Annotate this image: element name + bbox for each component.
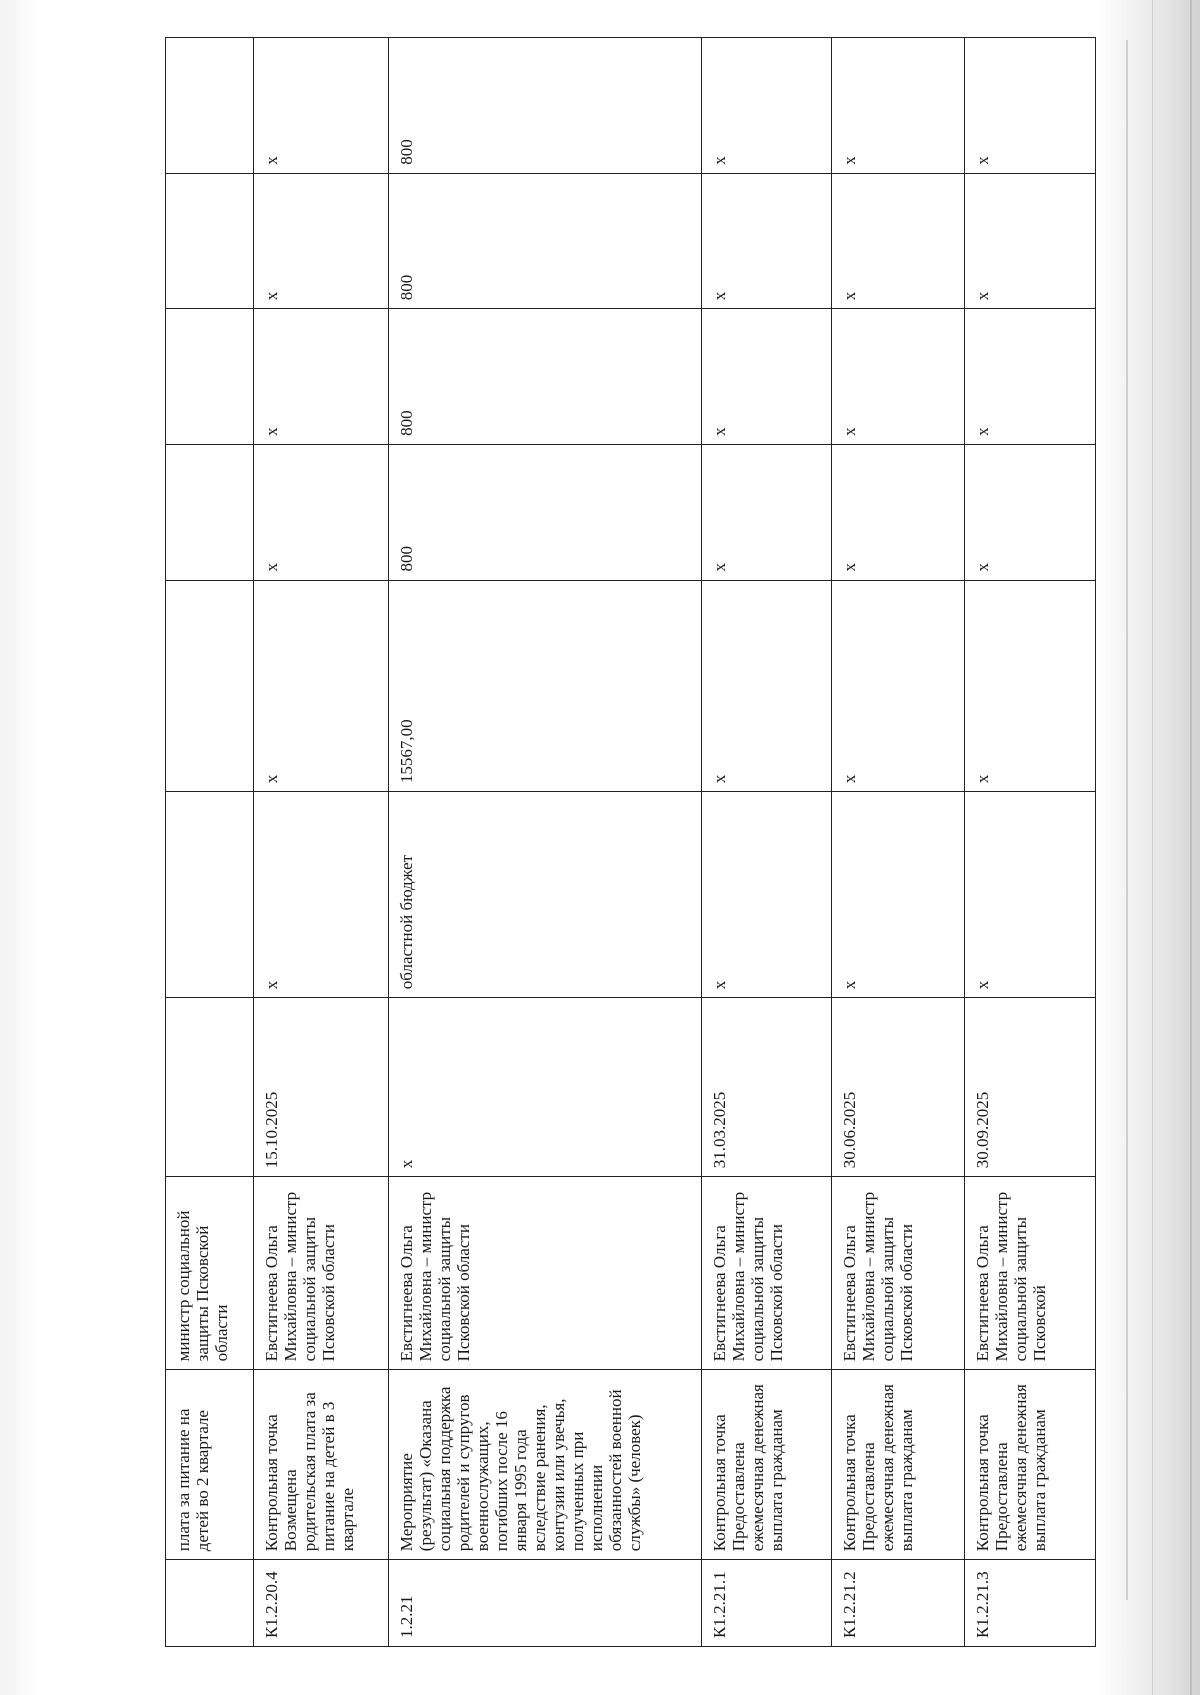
cell-q4: x: [965, 38, 1096, 174]
table-row: [832, 38, 965, 1647]
table-row: [965, 38, 1096, 1647]
cell-q4: [166, 38, 254, 174]
cell-name: Мероприятие (результат) «Оказана социальная поддержка родителей и супругов военнослужащих, погибших после 16 января 1995 года вследствие ранения, контузии или увечья, полученных при исполнении обязанностей военной службы» (человек): [389, 1370, 702, 1560]
cell-total: [166, 580, 254, 792]
cell-q3: x: [832, 173, 965, 309]
table-row: [702, 38, 832, 1647]
cell-q3: x: [254, 173, 389, 309]
cell-q3: x: [965, 173, 1096, 309]
cell-code: К1.2.21.3: [965, 1560, 1096, 1647]
cell-q4: x: [832, 38, 965, 174]
cell-q3: 800: [389, 173, 702, 309]
cell-q1: x: [254, 444, 389, 580]
cell-total: x: [832, 580, 965, 792]
cell-name: Контрольная точка Предоставлена ежемесячная денежная выплата гражданам: [702, 1370, 832, 1560]
cell-code: 1.2.21: [389, 1560, 702, 1647]
table-row: [254, 38, 389, 1647]
cell-responsible: министр социальной защиты Псковской области: [166, 1177, 254, 1370]
cell-code: К1.2.21.1: [702, 1560, 832, 1647]
cell-total: 15567,00: [389, 580, 702, 792]
cell-date: 15.10.2025: [254, 998, 389, 1177]
scan-artifact-line: [1152, 0, 1153, 1695]
cell-q2: x: [702, 309, 832, 445]
cell-date: 30.09.2025: [965, 998, 1096, 1177]
cell-q2: [166, 309, 254, 445]
cell-q1: x: [832, 444, 965, 580]
cell-source: [166, 792, 254, 998]
cell-q3: [166, 173, 254, 309]
cell-name: Контрольная точка Возмещена родительская плата за питание на детей в 3 квартале: [254, 1370, 389, 1560]
cell-code: К1.2.21.2: [832, 1560, 965, 1647]
table-row: [389, 38, 702, 1647]
cell-name: Контрольная точка Предоставлена ежемесячная денежная выплата гражданам: [832, 1370, 965, 1560]
rotated-table-page: [165, 37, 1095, 1647]
cell-q4: x: [254, 38, 389, 174]
cell-responsible: Евстигнеева Ольга Михайловна – министр социальной защиты Псковской: [965, 1177, 1096, 1370]
cell-source: x: [965, 792, 1096, 998]
cell-responsible: Евстигнеева Ольга Михайловна – министр социальной защиты Псковской области: [832, 1177, 965, 1370]
cell-responsible: Евстигнеева Ольга Михайловна – министр социальной защиты Псковской области: [254, 1177, 389, 1370]
table-row: [166, 38, 254, 1647]
scan-artifact-line: [1190, 0, 1192, 1695]
activity-table: [165, 37, 1096, 1647]
cell-date: 30.06.2025: [832, 998, 965, 1177]
cell-name: Контрольная точка Предоставлена ежемесячная денежная выплата гражданам: [965, 1370, 1096, 1560]
cell-q2: x: [254, 309, 389, 445]
cell-q1: x: [965, 444, 1096, 580]
cell-date: [166, 998, 254, 1177]
cell-source: x: [702, 792, 832, 998]
cell-q4: 800: [389, 38, 702, 174]
scan-edge-left: [0, 0, 40, 1695]
scan-artifact-line: [1126, 40, 1128, 1600]
cell-q4: x: [702, 38, 832, 174]
cell-q1: x: [702, 444, 832, 580]
cell-source: областной бюджет: [389, 792, 702, 998]
cell-q1: 800: [389, 444, 702, 580]
cell-date: x: [389, 998, 702, 1177]
cell-name: плата за питание на детей во 2 квартале: [166, 1370, 254, 1560]
cell-total: x: [965, 580, 1096, 792]
cell-code: [166, 1560, 254, 1647]
cell-q1: [166, 444, 254, 580]
cell-q2: 800: [389, 309, 702, 445]
scan-edge-right: [1095, 0, 1200, 1695]
cell-q2: x: [965, 309, 1096, 445]
cell-date: 31.03.2025: [702, 998, 832, 1177]
cell-q3: x: [702, 173, 832, 309]
cell-q2: x: [832, 309, 965, 445]
cell-code: К1.2.20.4: [254, 1560, 389, 1647]
cell-source: x: [254, 792, 389, 998]
cell-responsible: Евстигнеева Ольга Михайловна – министр социальной защиты Псковской области: [389, 1177, 702, 1370]
cell-total: x: [702, 580, 832, 792]
cell-responsible: Евстигнеева Ольга Михайловна – министр социальной защиты Псковской области: [702, 1177, 832, 1370]
cell-source: x: [832, 792, 965, 998]
cell-total: x: [254, 580, 389, 792]
